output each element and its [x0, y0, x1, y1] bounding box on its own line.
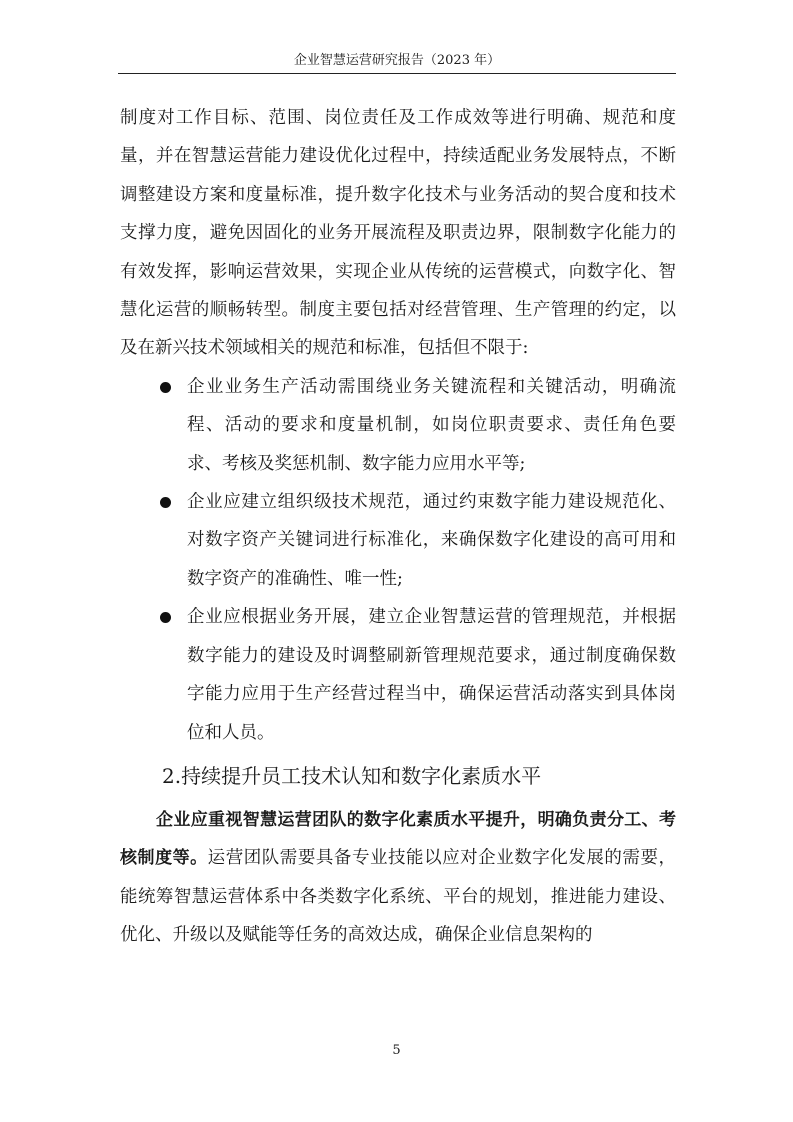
section-heading: 2.持续提升员工技术认知和数字化素质水平: [162, 763, 542, 788]
list-item: [120, 368, 676, 483]
bullet-icon: [160, 382, 171, 393]
requirements-list: [120, 368, 676, 752]
section-body-text: 运营团队需要具备专业技能以应对企业数字化发展的需要，能统筹智慧运营体系中各类数字化系统、平台的规划，推进能力建设、优化、升级以及赋能等任务的高效达成，确保企业信息架构的: [120, 848, 677, 946]
section-paragraph: [120, 801, 676, 955]
intro-paragraph: 制度对工作目标、范围、岗位责任及工作成效等进行明确、规范和度量，并在智慧运营能力建设优化过程中，持续适配业务发展特点，不断调整建设方案和度量标准，提升数字化技术与业务活动的契合度和技术支撑力度，避免因固化的业务开展流程及职责边界，限制数字化能力的有效发挥，影响运营效果，实现企业从传统的运营模式，向数字化、智慧化运营的顺畅转型。制度主要包括对经营管理、生产管理的约定，以及在新兴技术领域相关的规范和标准，包括但不限于:: [120, 108, 676, 359]
list-item: [120, 598, 676, 752]
bold-lead-sentence: 企业应重视智慧运营团队的数字化素质水平提升，明确负责分工、考核制度等。: [120, 809, 676, 869]
running-header: 企业智慧运营研究报告（2023 年）: [293, 53, 501, 68]
list-item: [120, 483, 676, 598]
bullet-icon: [160, 612, 171, 623]
bullet-icon: [160, 497, 171, 508]
list-item-text: 企业应根据业务开展，建立企业智慧运营的管理规范，并根据数字能力的建设及时调整刷新管理规范要求，通过制度确保数字能力应用于生产经营过程当中，确保运营活动落实到具体岗位和人员。: [187, 607, 676, 743]
list-item-text: 企业应建立组织级技术规范，通过约束数字能力建设规范化、对数字资产关键词进行标准化，来确保数字化建设的高可用和数字资产的准确性、唯一性;: [187, 492, 676, 589]
list-item-text: 企业业务生产活动需围绕业务关键流程和关键活动，明确流程、活动的要求和度量机制，如岗位职责要求、责任角色要求、考核及奖惩机制、数字能力应用水平等;: [187, 376, 676, 474]
page-body: [120, 99, 676, 955]
header-divider: [118, 73, 676, 74]
page-number: 5: [392, 1043, 401, 1058]
